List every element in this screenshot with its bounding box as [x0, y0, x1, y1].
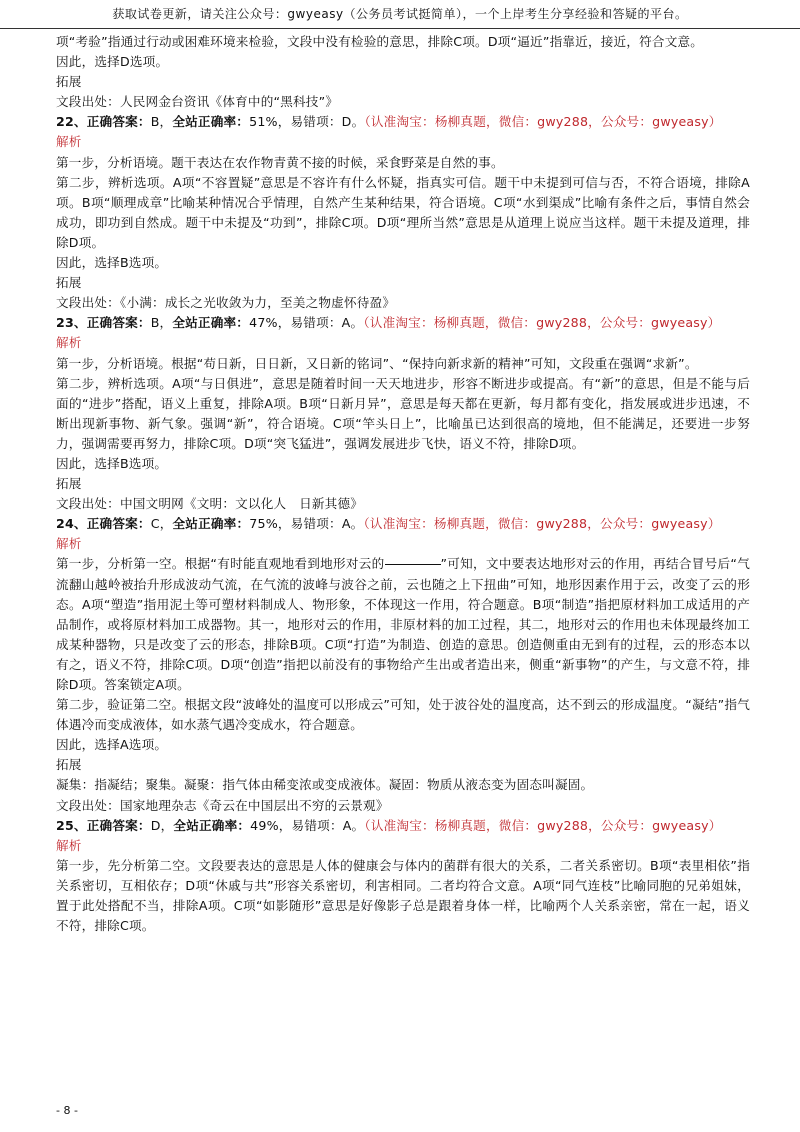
q24-step1 — [56, 554, 750, 695]
q24-rate-label: 全站正确率： — [172, 516, 250, 532]
q24-answer-line — [56, 514, 750, 534]
q22-step1: 第一步，分析语境。题干表达在农作物青黄不接的时候，采食野菜是自然的事。 — [56, 154, 504, 170]
q25-rate-label: 全站正确率： — [173, 817, 251, 833]
q24-extension: 凝集：指凝结；聚集。凝聚：指气体由稀变浓或变成液体。凝固：物质从液态变为固态叫凝固。 — [56, 777, 594, 793]
q25-answer-line — [56, 816, 750, 836]
q24-promo: （认准淘宝：杨柳真题，微信：gwy288，公众号：gwyeasy） — [363, 516, 721, 532]
q24-analysis-label: 解析 — [56, 536, 82, 552]
q23-promo: （认准淘宝：杨柳真题，微信：gwy288，公众号：gwyeasy） — [363, 315, 721, 331]
q25-analysis-label: 解析 — [56, 837, 82, 853]
q23-step2: 第二步，辨析选项。A项“与日俱进”，意思是随着时间一天天地进步，形容不断进步或提高。有“新”的意思，但是不能与后面的“进步”搭配，语义上重复，排除A项。B项“日新月异”，意思是每天都在更新，每月都有变化，指发展或进步迅速，不断出现新事物、新气象。强调“新”，符合语境。C项“竿头日上”，比喻虽已达到很高的境地，但不能满足，还要进一步努力，强调需要再努力，排除C项。D项“突飞猛进”，强调发展进步飞快，语义不符，排除D项。 — [56, 375, 750, 451]
q25-correct-label: 正确答案： — [86, 817, 151, 833]
q23-extension-label: 拓展 — [56, 476, 82, 492]
q22-number: 22、 — [56, 114, 87, 130]
q25-rate: 49%，易错项：A。 — [250, 817, 365, 833]
q24-conclusion: 因此，选择A选项。 — [56, 737, 168, 753]
q24-step2: 第二步，验证第二空。根据文段“波峰处的温度可以形成云”可知，处于波谷处的温度高，达不到云的形成温度。“凝结”指气体遇冷而变成液体，如水蒸气遇冷变成水，符合题意。 — [56, 697, 750, 733]
q25-promo: （认准淘宝：杨柳真题，微信：gwy288，公众号：gwyeasy） — [364, 817, 722, 833]
intro-extension-label: 拓展 — [56, 74, 82, 90]
q24-extension-label: 拓展 — [56, 757, 82, 773]
q23-source: 文段出处：中国文明网《文明：文以化人 日新其德》 — [56, 496, 364, 512]
intro-paragraph: 项“考验”指通过行动或困难环境来检验，文段中没有检验的意思，排除C项。D项“逼近”指靠近，接近，符合文意。 — [56, 34, 704, 49]
q22-answer: B， — [150, 114, 173, 130]
q23-rate: 47%，易错项：A。 — [249, 315, 364, 331]
page-number: - 8 - — [56, 1104, 78, 1117]
intro-conclusion: 因此，选择D选项。 — [56, 54, 169, 70]
q23-answer-line — [56, 313, 750, 333]
document-body — [56, 32, 750, 936]
q24-number: 24、 — [56, 516, 87, 532]
q22-analysis-label: 解析 — [56, 134, 82, 150]
q24-correct-label: 正确答案： — [86, 516, 151, 532]
q22-answer-line — [56, 112, 750, 132]
q23-answer: B， — [150, 315, 173, 331]
q24-answer: C， — [150, 516, 173, 532]
q22-promo: （认准淘宝：杨柳真题，微信：gwy288，公众号：gwyeasy） — [364, 114, 722, 130]
page-header: 获取试卷更新，请关注公众号：gwyeasy（公务员考试挺简单），一个上岸考生分享经验和答疑的平台。 — [0, 0, 800, 29]
q22-source: 文段出处：《小满：成长之光收敛为力，至美之物虚怀待盈》 — [56, 295, 396, 311]
q25-step1: 第一步，先分析第二空。文段要表达的意思是人体的健康会与体内的菌群有很大的关系，二者关系密切。B项“表里相依”指关系密切，互相依存；D项“休戚与共”形容关系密切，利害相同。二者均符合文意。A项“同气连枝”比喻同胞的兄弟姐妹，置于此处搭配不当，排除A项。C项“如影随形”意思是好像影子总是跟着身体一样，比喻两个人关系亲密，常在一起，语义不符，排除C项。 — [56, 857, 750, 934]
fill-blank — [385, 564, 441, 565]
q23-analysis-label: 解析 — [56, 335, 82, 351]
q22-step2: 第二步，辨析选项。A项“不容置疑”意思是不容许有什么怀疑，指真实可信。题干中未提到可信与否，不符合语境，排除A项。B项“顺理成章”比喻某种情况合乎情理，自然产生某种结果，符合语境。C项“水到渠成”比喻有条件之后，事情自然会成功，即功到自然成。题干中未提及“功到”，排除C项。D项“理所当然”意思是从道理上说应当这样。题干未提及道理，排除D项。 — [56, 174, 750, 250]
q24-rate: 75%，易错项：A。 — [249, 516, 364, 532]
q25-answer: D， — [150, 817, 174, 833]
q22-extension-label: 拓展 — [56, 275, 82, 291]
q23-number: 23、 — [56, 315, 87, 331]
q23-rate-label: 全站正确率： — [172, 315, 250, 331]
q23-step1: 第一步，分析语境。根据“苟日新，日日新，又日新的铭词”、“保持向新求新的精神”可知，文段重在强调“求新”。 — [56, 355, 698, 371]
q24-step1-pre: 第一步，分析第一空。根据“有时能直观地看到地形对云的 — [56, 556, 385, 572]
q23-correct-label: 正确答案： — [86, 315, 151, 331]
q22-conclusion: 因此，选择B选项。 — [56, 255, 168, 271]
q24-source: 文段出处：国家地理杂志《奇云在中国层出不穷的云景观》 — [56, 797, 389, 813]
q25-number: 25、 — [56, 817, 87, 833]
intro-source: 文段出处：人民网金台资讯《体育中的“黑科技”》 — [56, 94, 339, 110]
q24-step1-post: ”可知，文中要表达地形对云的作用，再结合冒号后“气流翻山越岭被抬升形成波动气流，在气流的波峰与波谷之前，云也随之上下扭曲”可知，地形因素作用于云，改变了云的形态。A项“塑造”指用泥土等可塑材料制成人、物形象，不体现这一作用，符合题意。B项“制造”指把原材料加工成适用的产品制作，或将原材料加工成器物。其一，地形对云的作用，非原材料的加工过程，其二，地形对云的作用也未体现最终加工成某种器物，只是改变了云的形态，排除B项。C项“打造”为制造、创造的意思。创造侧重由无到有的过程，云的形态本以有之，语义不符，排除C项。D项“创造”指把以前没有的事物给产生出或者造出来，侧重“新事物”的产生，与文意不符，排除D项。答案锁定A项。 — [56, 556, 750, 692]
q22-rate-label: 全站正确率： — [172, 114, 250, 130]
q22-correct-label: 正确答案： — [86, 114, 151, 130]
q23-conclusion: 因此，选择B选项。 — [56, 455, 168, 471]
q22-rate: 51%，易错项：D。 — [249, 114, 365, 130]
